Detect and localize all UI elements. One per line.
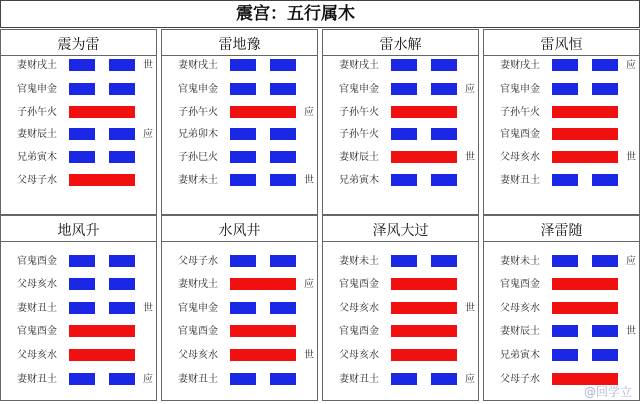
yang-line [391, 106, 457, 118]
line-row [484, 79, 639, 97]
ying-marker: 应 [626, 256, 636, 267]
line-row [323, 369, 478, 387]
line-label: 父母子水 [178, 256, 218, 267]
line-row [484, 321, 639, 339]
yin-line-segment [109, 373, 135, 385]
line-row [1, 147, 156, 165]
line-label: 官鬼申金 [500, 84, 540, 95]
line-label: 妻财戌土 [339, 60, 379, 71]
line-label: 官鬼酉金 [17, 326, 57, 337]
yin-line-segment [69, 302, 95, 314]
ying-marker: 应 [143, 129, 153, 140]
yang-line [69, 106, 135, 118]
yin-line-segment [109, 302, 135, 314]
yin-line-segment [109, 83, 135, 95]
line-row [162, 251, 317, 269]
line-row [323, 274, 478, 292]
line-row [323, 102, 478, 120]
line-row [1, 251, 156, 269]
line-label: 妻财辰土 [17, 129, 57, 140]
line-label: 妻财戌土 [500, 60, 540, 71]
line-row [162, 298, 317, 316]
yang-line [230, 278, 296, 290]
yin-line-segment [431, 255, 457, 267]
yang-line [391, 349, 457, 361]
yin-line-segment [552, 325, 578, 337]
page-title: 震宫：五行属木 [0, 0, 640, 28]
yin-line-segment [109, 59, 135, 71]
line-row [1, 124, 156, 142]
line-row [484, 102, 639, 120]
line-label: 妻财未土 [500, 256, 540, 267]
line-label: 妻财丑土 [339, 374, 379, 385]
line-row [323, 55, 478, 73]
line-row [323, 170, 478, 188]
line-row [1, 369, 156, 387]
line-label: 妻财戌土 [178, 60, 218, 71]
line-row [1, 298, 156, 316]
yin-line-segment [270, 128, 296, 140]
line-row [323, 321, 478, 339]
line-row [323, 79, 478, 97]
yin-line-segment [391, 255, 417, 267]
line-label: 妻财丑土 [178, 374, 218, 385]
yin-line-segment [109, 255, 135, 267]
yin-line-segment [270, 59, 296, 71]
yin-line-segment [230, 373, 256, 385]
yin-line-segment [431, 174, 457, 186]
line-label: 妻财戌土 [17, 60, 57, 71]
divider [484, 241, 639, 242]
shi-marker: 世 [143, 60, 153, 71]
hexagram-panel [0, 215, 157, 401]
line-row [323, 147, 478, 165]
line-row [162, 321, 317, 339]
yin-line-segment [552, 255, 578, 267]
line-label: 父母子水 [17, 175, 57, 186]
line-label: 兄弟寅木 [339, 175, 379, 186]
line-label: 兄弟寅木 [17, 152, 57, 163]
yin-line-segment [592, 83, 618, 95]
shi-marker: 世 [626, 152, 636, 163]
line-row [162, 79, 317, 97]
line-label: 兄弟卯木 [178, 129, 218, 140]
line-label: 妻财辰土 [500, 326, 540, 337]
yang-line [552, 128, 618, 140]
yang-line [391, 151, 457, 163]
yang-line [69, 349, 135, 361]
line-label: 妻财未土 [339, 256, 379, 267]
yang-line [230, 325, 296, 337]
yin-line-segment [391, 373, 417, 385]
ying-marker: 应 [304, 107, 314, 118]
line-label: 父母亥水 [339, 350, 379, 361]
yin-line-segment [431, 373, 457, 385]
yang-line [552, 302, 618, 314]
hexagram-panel [483, 29, 640, 215]
yin-line-segment [431, 83, 457, 95]
yin-line-segment [391, 128, 417, 140]
line-label: 子孙午火 [339, 129, 379, 140]
line-label: 子孙午火 [178, 107, 218, 118]
line-row [162, 345, 317, 363]
line-row [1, 345, 156, 363]
line-label: 妻财丑土 [17, 303, 57, 314]
line-label: 妻财辰土 [339, 152, 379, 163]
yang-line [552, 278, 618, 290]
yin-line-segment [391, 59, 417, 71]
hexagram-name: 水风井 [218, 223, 261, 239]
yin-line-segment [552, 349, 578, 361]
yin-line-segment [391, 174, 417, 186]
line-row [484, 124, 639, 142]
hexagram-panel [483, 215, 640, 401]
line-label: 父母亥水 [500, 152, 540, 163]
yin-line-segment [69, 151, 95, 163]
line-label: 妻财丑土 [17, 374, 57, 385]
yin-line-segment [69, 83, 95, 95]
yin-line-segment [109, 128, 135, 140]
ying-marker: 应 [465, 84, 475, 95]
yin-line-segment [69, 373, 95, 385]
line-row [484, 55, 639, 73]
yin-line-segment [552, 83, 578, 95]
line-row [484, 345, 639, 363]
hexagram-name: 地风升 [57, 223, 100, 239]
yin-line-segment [230, 255, 256, 267]
line-label: 父母亥水 [500, 303, 540, 314]
hexagram-name: 雷风恒 [540, 37, 583, 53]
line-label: 官鬼酉金 [500, 129, 540, 140]
shi-marker: 世 [465, 152, 475, 163]
divider [162, 241, 317, 242]
yang-line [391, 325, 457, 337]
ying-marker: 应 [465, 374, 475, 385]
yin-line-segment [391, 83, 417, 95]
line-label: 子孙巳火 [178, 152, 218, 163]
line-row [484, 147, 639, 165]
line-row [162, 274, 317, 292]
line-row [484, 298, 639, 316]
yin-line-segment [592, 174, 618, 186]
shi-marker: 世 [143, 303, 153, 314]
line-label: 官鬼申金 [339, 84, 379, 95]
line-row [162, 147, 317, 165]
line-label: 父母亥水 [339, 303, 379, 314]
watermark: @回学立 [583, 385, 632, 399]
hexagram-name: 泽雷随 [540, 223, 583, 239]
yang-line [69, 174, 135, 186]
yin-line-segment [552, 174, 578, 186]
hexagram-panel [0, 29, 157, 215]
ying-marker: 应 [626, 60, 636, 71]
hexagram-name: 雷地豫 [218, 37, 261, 53]
yin-line-segment [270, 83, 296, 95]
line-label: 妻财丑土 [500, 175, 540, 186]
yin-line-segment [230, 83, 256, 95]
line-label: 子孙午火 [339, 107, 379, 118]
yin-line-segment [69, 255, 95, 267]
line-row [1, 102, 156, 120]
shi-marker: 世 [465, 303, 475, 314]
yin-line-segment [230, 151, 256, 163]
line-label: 父母亥水 [17, 350, 57, 361]
yin-line-segment [109, 151, 135, 163]
line-row [162, 102, 317, 120]
hexagram-name: 雷水解 [379, 37, 422, 53]
line-label: 官鬼酉金 [339, 326, 379, 337]
line-row [1, 170, 156, 188]
line-row [484, 251, 639, 269]
line-row [162, 55, 317, 73]
line-label: 父母亥水 [17, 279, 57, 290]
hexagram-panel [322, 215, 479, 401]
hexagram-name: 震为雷 [57, 37, 100, 53]
line-label: 父母子水 [500, 374, 540, 385]
line-row [323, 251, 478, 269]
line-label: 兄弟寅木 [500, 350, 540, 361]
yang-line [391, 302, 457, 314]
yin-line-segment [552, 59, 578, 71]
yang-line [230, 106, 296, 118]
yin-line-segment [230, 302, 256, 314]
yin-line-segment [270, 174, 296, 186]
yin-line-segment [270, 302, 296, 314]
line-row [484, 274, 639, 292]
yin-line-segment [592, 255, 618, 267]
yang-line [69, 325, 135, 337]
yang-line [391, 278, 457, 290]
yin-line-segment [69, 278, 95, 290]
line-row [162, 170, 317, 188]
ying-marker: 应 [143, 374, 153, 385]
line-label: 官鬼酉金 [17, 256, 57, 267]
line-row [1, 55, 156, 73]
line-row [1, 321, 156, 339]
line-label: 官鬼酉金 [500, 279, 540, 290]
ying-marker: 应 [304, 279, 314, 290]
yin-line-segment [230, 128, 256, 140]
line-row [162, 369, 317, 387]
yin-line-segment [69, 59, 95, 71]
divider [1, 241, 156, 242]
line-label: 官鬼酉金 [339, 279, 379, 290]
line-row [1, 274, 156, 292]
yin-line-segment [592, 59, 618, 71]
yang-line [552, 151, 618, 163]
yin-line-segment [109, 278, 135, 290]
yin-line-segment [270, 151, 296, 163]
yin-line-segment [431, 128, 457, 140]
yin-line-segment [69, 128, 95, 140]
line-row [323, 345, 478, 363]
hexagram-name: 泽风大过 [372, 223, 429, 239]
hexagram-panel [161, 29, 318, 215]
hexagram-panel [161, 215, 318, 401]
line-label: 官鬼申金 [178, 84, 218, 95]
line-row [484, 170, 639, 188]
yin-line-segment [592, 325, 618, 337]
line-row [323, 124, 478, 142]
yin-line-segment [592, 349, 618, 361]
yang-line [230, 349, 296, 361]
hexagram-panel [322, 29, 479, 215]
line-label: 官鬼申金 [178, 303, 218, 314]
line-label: 妻财戌土 [178, 279, 218, 290]
shi-marker: 世 [626, 326, 636, 337]
line-row [162, 124, 317, 142]
line-label: 子孙午火 [17, 107, 57, 118]
line-row [1, 79, 156, 97]
line-label: 妻财未土 [178, 175, 218, 186]
yin-line-segment [230, 59, 256, 71]
yang-line [552, 106, 618, 118]
line-label: 父母亥水 [178, 350, 218, 361]
line-label: 官鬼申金 [17, 84, 57, 95]
yin-line-segment [431, 59, 457, 71]
shi-marker: 世 [304, 175, 314, 186]
line-label: 官鬼酉金 [178, 326, 218, 337]
yin-line-segment [270, 373, 296, 385]
line-row [323, 298, 478, 316]
divider [323, 241, 478, 242]
shi-marker: 世 [304, 350, 314, 361]
line-label: 子孙午火 [500, 107, 540, 118]
yin-line-segment [230, 174, 256, 186]
yin-line-segment [270, 255, 296, 267]
